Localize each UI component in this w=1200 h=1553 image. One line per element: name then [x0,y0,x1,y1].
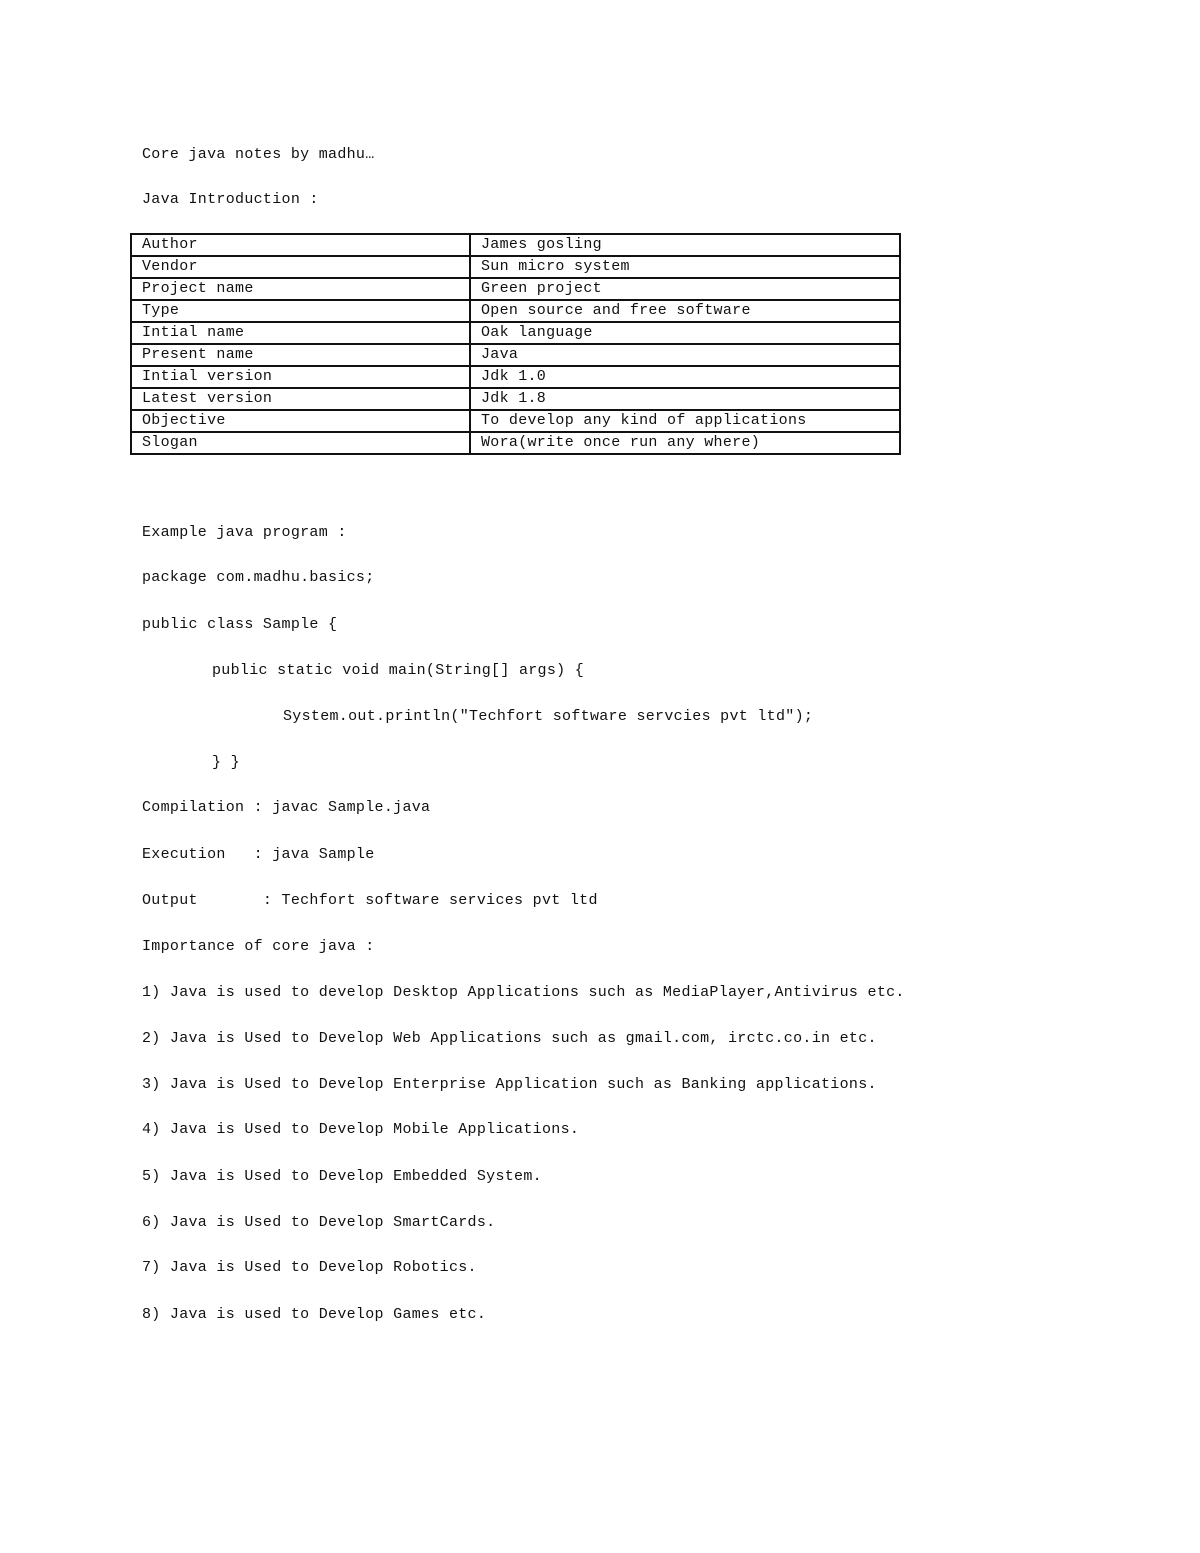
table-key: Project name [131,278,470,300]
table-key: Type [131,300,470,322]
table-key: Vendor [131,256,470,278]
table-value: Jdk 1.8 [470,388,900,410]
table-row [131,278,900,300]
code-line-closing: } } [212,754,240,771]
java-intro-table [130,233,901,455]
table-row [131,300,900,322]
code-line-println: System.out.println("Techfort software servcies pvt ltd"); [283,708,814,725]
table-key: Intial name [131,322,470,344]
list-item: 8) Java is used to Develop Games etc. [142,1306,487,1323]
table-value: Green project [470,278,900,300]
list-item: 5) Java is Used to Develop Embedded System. [142,1168,542,1185]
table-value: Oak language [470,322,900,344]
section-heading-intro: Java Introduction : [142,191,319,208]
compilation-command: Compilation : javac Sample.java [142,799,431,816]
code-line-main: public static void main(String[] args) { [212,662,585,679]
table-key: Objective [131,410,470,432]
table-value: To develop any kind of applications [470,410,900,432]
list-item: 3) Java is Used to Develop Enterprise Application such as Banking applications. [142,1076,877,1093]
table-row [131,388,900,410]
table-row [131,366,900,388]
table-row [131,234,900,256]
list-item: 4) Java is Used to Develop Mobile Applications. [142,1121,580,1138]
list-item: 7) Java is Used to Develop Robotics. [142,1259,477,1276]
table-key: Latest version [131,388,470,410]
table-value: Java [470,344,900,366]
table-value: Sun micro system [470,256,900,278]
table-key: Present name [131,344,470,366]
section-heading-importance: Importance of core java : [142,938,375,955]
table-row [131,322,900,344]
table-row [131,410,900,432]
execution-command: Execution : java Sample [142,846,375,863]
list-item: 6) Java is Used to Develop SmartCards. [142,1214,496,1231]
list-item: 2) Java is Used to Develop Web Applications such as gmail.com, irctc.co.in etc. [142,1030,877,1047]
table-value: Jdk 1.0 [470,366,900,388]
table-value: James gosling [470,234,900,256]
table-row [131,432,900,454]
table-value: Wora(write once run any where) [470,432,900,454]
table-key: Slogan [131,432,470,454]
table-key: Intial version [131,366,470,388]
table-value: Open source and free software [470,300,900,322]
section-heading-example: Example java program : [142,524,347,541]
program-output: Output : Techfort software services pvt ltd [142,892,598,909]
table-key: Author [131,234,470,256]
table-row [131,256,900,278]
code-line-class: public class Sample { [142,616,338,633]
table-row [131,344,900,366]
list-item: 1) Java is used to develop Desktop Applications such as MediaPlayer,Antivirus etc. [142,984,905,1001]
document-title: Core java notes by madhu… [142,146,375,163]
code-line-package: package com.madhu.basics; [142,569,375,586]
